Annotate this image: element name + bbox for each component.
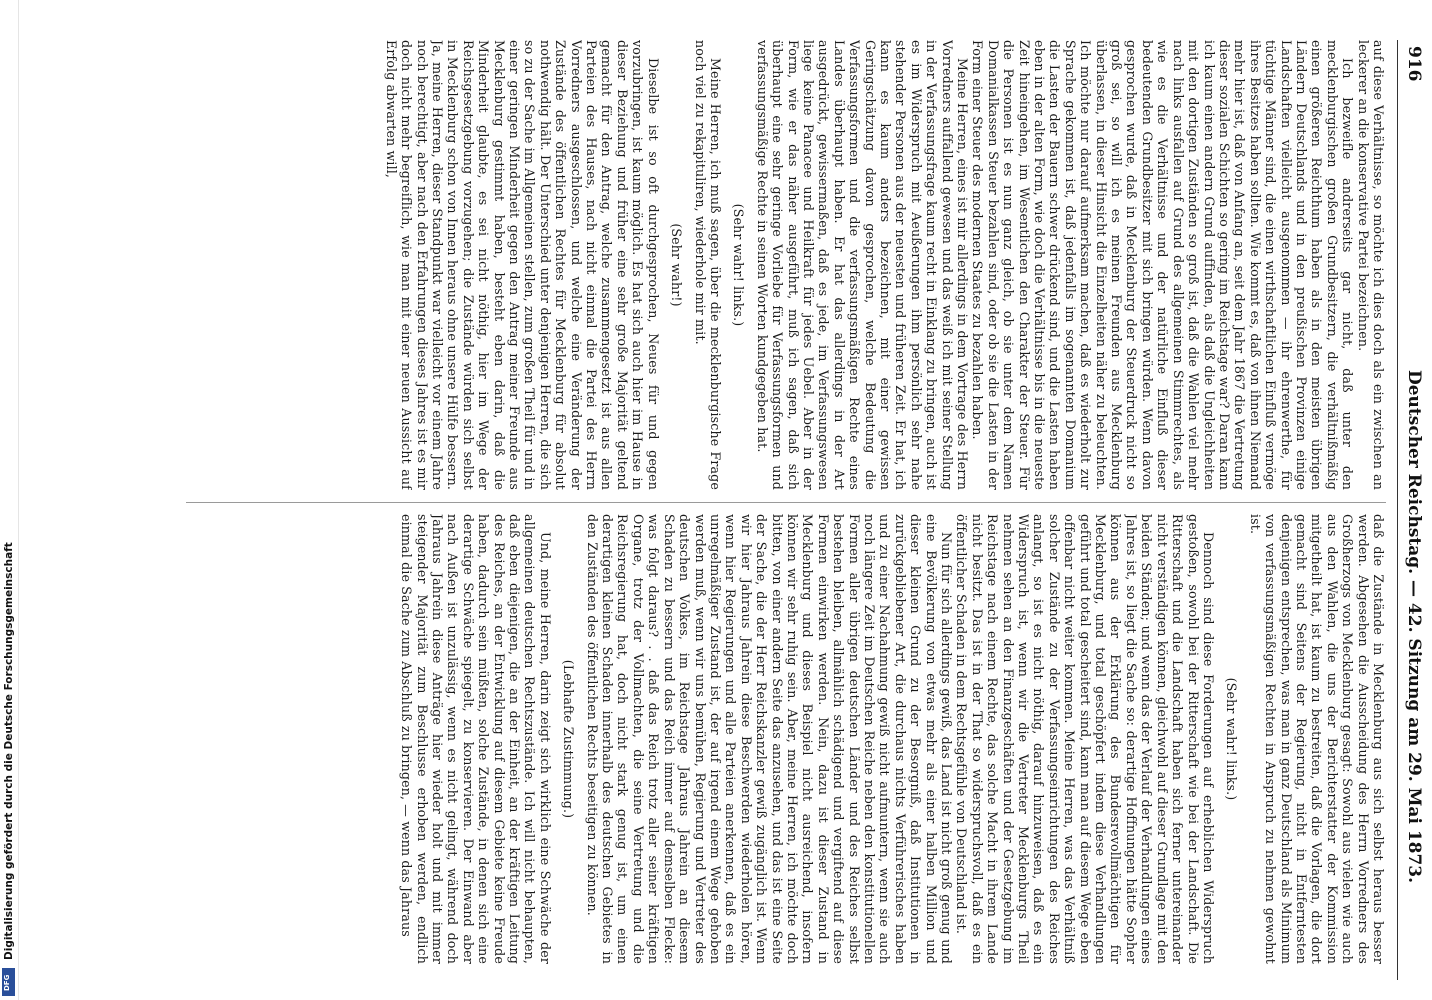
right-column <box>146 514 1386 964</box>
printed-page <box>138 40 1428 980</box>
right-paragraph-1: daß die Zustände in Mecklenburg aus sich selbst heraus besser werden. Abgesehen die Ausscheidung des Herrn Vorredners des Großherzogs von Mecklenburg gesagt: Sowohl aus vielen wie auch aus den Wahlen, die uns der Berichterstatter der Kommission mitgetheilt hat, ist kaum zu bestreiten, daß die Vorlagen, die dort gemacht sind Seitens der Regierung, nicht in Entferntesten denjenigen entsprechen, was man in ganz Deutschland als Minimum von verfassungsmäßigen Rechten in Anspruch zu nehmen gewohnt ist. <box>1247 514 1386 964</box>
left-interjection-2: (Sehr wahr!) <box>669 223 685 307</box>
page-number: 916 <box>1404 46 1424 82</box>
digitization-credit-text: Digitalisierung gefördert durch die Deutsche Forschungsgemeinschaft <box>3 542 15 960</box>
right-interjection-1: (Sehr wahr! links.) <box>1224 677 1240 801</box>
left-paragraph-5: Dieselbe ist so oft durchgesprochen, Neues für und gegen vorzubringen, ist kaum möglich. Es hat sich auch hier im Hause in dieser Beziehung und früher eine sehr große Majorität geltend gemacht für den Antrag, welche zusammengesetzt ist aus allen Parteien des Hauses, nach nicht einmal die Partei des Herrn Vorredners ausgeschlossen, und welche eine Veränderung der Zustände des öffentlichen Rechtes für Mecklenburg für absolut nothwendig hält. Der Unterschied unter denjenigen Herren, die sich so zu der Sache im Allgemeinen stellen, zum großen Theil für und in einer geringen Minderheit gegen den Antrag meiner Freunde aus Mecklenburg gestimmt haben, besteht eben darin, daß die Minderheit glaubte, es sei nicht nöthig, hier im Wege der Reichsgesetzgebung vorzugehen; die Zustände würden sich selbst in Mecklenburg schon von Innen heraus ohne unsere Hülfe bessern. Ja, meine Herren, dieser Standpunkt war vielleicht vor einem Jahre noch berechtigt, aber nach den Erfahrungen dieses Jahres ist es mir doch nicht mehr begreiflich, wie man mit einer neuen Aussicht auf Erfolg abwarten will, <box>383 40 661 490</box>
header-rule <box>1397 40 1398 980</box>
dfg-logo-icon <box>2 968 15 996</box>
page-header <box>1398 40 1428 980</box>
digitization-credit-strip <box>0 0 19 1000</box>
column-divider <box>186 502 1386 503</box>
dfg-logo-label: DFG <box>3 974 11 991</box>
left-paragraph-3: Meine Herren, eines ist mir allerdings in dem Vortrage des Herrn Vorredners auffallend gewesen und das weiß ich mit seiner Stellung in der Verfassungsfrage kaum recht in Einklang zu bringen, auch ist es im Widerspruch mit Aeußerungen ihm persönlich sehr nahe stehender Personen aus der neuesten und früheren Zeit. Er hat, ich kann es kaum anders bezeichnen, mit einer gewissen Geringschätzung davon gesprochen, welche Bedeutung die Verfassungsformen und die verfassungsmäßigen Rechte eines Landes überhaupt haben. Er hat das allerdings in der Art ausgedrückt, gewissermaßen, daß es jede, im Verfassungswesen liege keine Panacee und Heilkraft für jedes Uebel. Aber in der Form, wie er das näher ausgeführt, muß ich sagen, daß sich überhaupt eine sehr geringe Vorliebe für Verfassungsformen und verfassungsmäßige Rechte in seinen Worten kundgegeben hat. <box>754 40 971 490</box>
left-interjection-1: (Sehr wahr! links.) <box>731 203 747 327</box>
left-paragraph-1: auf diese Verhältnisse, so möchte ich dies doch als ein zwischen an leckerer an die konservative Partei bezeichnen. <box>1355 40 1386 490</box>
running-title: Deutscher Reichstag. — 42. Sitzung am 29. Mai 1873. <box>1404 370 1424 884</box>
left-paragraph-2: Ich bezweifle andrerseits gar nicht, daß unter den mecklenburgischen großen Grundbesitzern, die verhältnißmäßig einen größeren Reichthum haben als in den meisten übrigen Ländern Deutschlands und in den preußischen Provinzen einige Landschaften vielleicht ausgenommen — ihr ehrenwerthe, für tüchtige Männer sind, die einen wirthschaftlichen Einfluß vermöge ihres Besitzes haben sollten. Wie kommt es, daß von ihnen Niemand mehr hier ist, daß von Anfang an, seit dem Jahr 1867 die Vertretung dieser sozialen Schichten so gering im Reichstage war? Daran kann ich kaum einen andern Grund auffinden, als daß die Ungleichheiten mit den dortigen Zuständen so groß ist, daß die Wahlen viel mehr nach links ausfallen auf Grund des allgemeinen Stimmrechtes, als wie es die Verhältnisse und der natürliche Einfluß dieser bedeutenden Grundbesitzer mit sich bringen würden. Wenn davon gesprochen wurde, daß in Mecklenburg der Steuerdruck nicht so groß sei, so will ich es meinen Freunden aus Mecklenburg überlassen, in dieser Hinsicht die Einzelheiten näher zu beleuchten. Ich möchte nur darauf aufmerksam machen, daß es wiederholt zur Sprache gekommen ist, daß jedenfalls im sogenannten Domanium die Lasten der Bauern schwer drückend sind, und die Lasten haben eben in der alten Form, wie doch die Verhältnisse bis in die neueste Zeit hineingehen, im Wesentlichen den Charakter der Steuer. Für die Personen ist es nun ganz gleich, ob sie unter dem Namen Domanialkassen Steuer bezahlen sind, oder ob sie die Lasten in der Form einer Steuer des modernen Staates zu bezahlen haben. <box>970 40 1356 490</box>
left-column <box>146 40 1386 490</box>
right-paragraph-4: Und, meine Herren, darin zeigt sich wirklich eine Schwäche der allgemeinen deutschen Rechtszustände. Ich will nicht behaupten, daß eben diejenigen, die an der Einheit, an der kräftigen Leitung des Reiches, an der Entwicklung auf diesem Gebiete keine Freude haben, dadurch sein müßten, solche Zustände, in denen sich eine derartige Schwäche spiegelt, zu konservieren. Der Einwand aber nach Außen ist unzulässig, wenn es nicht gelingt, während doch Jahraus Jahrein diese Anträge hier wieder holt und mit immer steigender Majorität zum Beschlusse erhoben werden, endlich einmal die Sache zum Abschluß zu bringen, — wenn das Jahraus <box>399 514 553 964</box>
left-paragraph-4: Meine Herren, ich muß sagen, über die mecklenburgische Frage noch viel zu rekapituliren, wiederhole mir mit. <box>692 40 723 490</box>
right-paragraph-3: Nun für sich allerdings gewiß, das Land ist nicht groß genug und eine Bevölkerung von etwas mehr als einer halben Million und dieser kleinen Grund zu der Besorgniß, daß Institutionen in zurückgebliebener Art, die durchaus nichts Verführerisches haben und zu einer Nachahmung gewiß nicht aufmuntern, wenn sie auch noch längere Zeit im Deutschen Reiche neben den konstitutionellen Formen aller übrigen deutschen Länder und des Reiches selbst bestehen bleiben, allmählich schädigend und vergiftend auf diese Formen einwirken werden. Nein, dazu ist dieser Zustand in Mecklenburg und dieses Beispiel nicht ausreichend, insofern können wir sehr ruhig sein. Aber, meine Herren, ich möchte doch bitten, von einer andern Seite das anzusehen, und das ist eine Seite der Sache, die der Herr Reichskanzler gewiß zugänglich ist. Wenn wir hier Jahraus Jahrein diese Beschwerden wiederholen hören, wenn hier Regierungen und alle Parteien anerkennen, daß es ein unregelmäßiger Zustand ist, der auf irgend einem Wege gehoben werden muß, wenn wir uns bemühen, Regierung und Vertreter des deutschen Volkes, im Reichstage Jahraus Jahrein an diesem Schaden zu bessern und das Reich immer auf demselben Flecke: was folgt daraus? . . daß das Reich trotz aller seiner kräftigen Organe, trotz der Vollmachten, die seine Vertretung und die Reichsregierung hat, doch nicht stark genug ist, um einen derartigen kleinen Schaden innerhalb des deutschen Gebietes in den Zuständen des öffentlichen Rechts beseitigen zu können. <box>584 514 955 964</box>
right-paragraph-2: Dennoch sind diese Forderungen auf erheblichen Widerspruch gestoßen, sowohl bei der Ritterschaft wie bei der Landschaft. Die Ritterschaft und die Landschaft haben sich ferner untereinander nicht verständigen können, gleichwohl auf dieser Grundlage mit den beiden Ständen; und wenn das der Verlauf der Verhandlungen eines Jahres ist, so liegt die Sache so: derartige Hoffnungen hätte Sopher können aus der Erklärung des Bundesrevollmächtigen für Mecklenburg, und total geschöpfert indem diese Verhandlungen geführt und total gescheitert sind, kann man auf diesem Wege eben offenbar nicht weiter kommen. Meine Herren, was das Verhältniß solcher Zustände zu der Verfassungseinrichtungen des Reiches anlangt, so ist es nicht nöthig, darauf hinzuweisen, daß es ein Widerspruch ist, wenn wir die Vertreter Mecklenburgs Theil nehmen sehen an den Finanzgeschäften und der Gesetzgebung im Reichstage nach einem Rechte, das solche Macht in ihrem Lande nicht besitzt. Das ist in der That so widerspruchsvoll, daß es ein öffentlicher Schaden in dem Rechtsgefühle von Deutschland ist. <box>954 514 1216 964</box>
right-interjection-2: (Lebhafte Zustimmung.) <box>561 659 577 819</box>
scanned-page-area <box>28 0 1432 1000</box>
